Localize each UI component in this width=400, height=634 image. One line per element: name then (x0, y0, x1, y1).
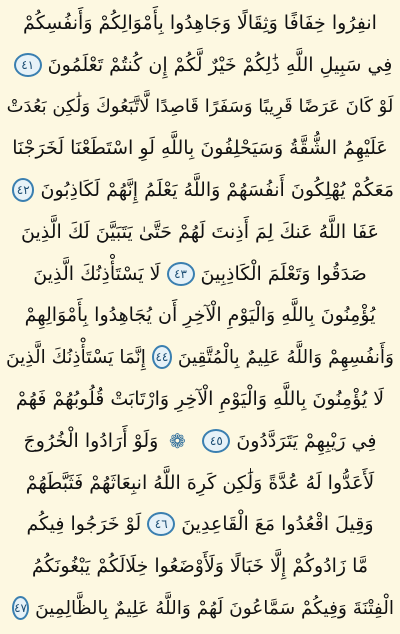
text-lines (6, 2, 394, 629)
ayah-text: إِنَّمَا يَسْتَأْذِنُكَ الَّذِينَ (6, 346, 146, 368)
ayah-text: مَّا زَادُوكُمْ إِلَّا خَبَالًا وَلَأَوْضَعُوا خِلَالَكُمْ يَبْغُونَكُمُ (31, 555, 369, 578)
text-line (6, 336, 394, 378)
ayah-text: عَفَا اللَّهُ عَنكَ لِمَ أَذِنتَ لَهُمْ حَتَّىٰ يَتَبَيَّنَ لَكَ الَّذِينَ (21, 220, 379, 243)
text-line (6, 420, 394, 462)
ayah-text: انفِرُوا خِفَافًا وَثِقَالًا وَجَاهِدُوا بِأَمْوَالِكُمْ وَأَنفُسِكُمْ (23, 11, 377, 34)
ayah-text: لَا يُؤْمِنُونَ بِاللَّهِ وَالْيَوْمِ الْآخِرِ وَارْتَابَتْ قُلُوبُهُمْ فَهُمْ (15, 388, 385, 411)
text-line (6, 169, 394, 211)
ayah-text: فِي رَيْبِهِمْ يَتَرَدَّدُونَ (236, 429, 377, 452)
text-line (6, 378, 394, 420)
ayah-text: لَا يَسْتَأْذِنُكَ الَّذِينَ (33, 262, 161, 285)
verse-end-medallion-icon: ٤٧ (12, 596, 29, 620)
ayah-text: لَأَعَدُّوا لَهُ عُدَّةً وَلَٰكِن كَرِهَ اللَّهُ انبِعَاثَهُمْ فَثَبَّطَهُمْ (25, 471, 375, 494)
verse-end-medallion-icon: ٤٥ (202, 429, 230, 453)
verse-end-medallion-icon: ٤٤ (152, 345, 172, 369)
verse-end-medallion-icon: ٤٢ (12, 178, 34, 202)
ayah-text: وَلَوْ أَرَادُوا الْخُرُوجَ (23, 429, 159, 452)
ayah-text: فِي سَبِيلِ اللَّهِ ذَٰلِكُمْ خَيْرٌ لَّكُمْ إِن كُنتُمْ تَعْلَمُونَ (47, 53, 393, 76)
text-line (6, 86, 394, 128)
text-line (6, 587, 394, 629)
text-line (6, 211, 394, 253)
text-line (6, 504, 394, 546)
verse-end-medallion-icon: ٤٣ (167, 262, 195, 286)
ayah-text: عَلَيْهِمُ الشُّقَّةُ وَسَيَحْلِفُونَ بِاللَّهِ لَوِ اسْتَطَعْنَا لَخَرَجْنَا (12, 137, 388, 160)
text-line (6, 462, 394, 504)
text-line (6, 44, 394, 86)
ayah-text: الْفِتْنَةَ وَفِيكُمْ سَمَّاعُونَ لَهُمْ وَاللَّهُ عَلِيمٌ بِالظَّالِمِينَ (35, 597, 394, 619)
ayah-text: صَدَقُوا وَتَعْلَمَ الْكَاذِبِينَ (200, 262, 367, 285)
ayah-text: وَأَنفُسِهِمْ وَاللَّهُ عَلِيمٌ بِالْمُتَّقِينَ (177, 346, 394, 368)
ayah-text: يُؤْمِنُونَ بِاللَّهِ وَالْيَوْمِ الْآخِرِ أَن يُجَاهِدُوا بِأَمْوَالِهِمْ (24, 304, 376, 327)
verse-end-medallion-icon: ٤٦ (147, 512, 175, 536)
ayah-text: وَقِيلَ اقْعُدُوا مَعَ الْقَاعِدِينَ (181, 513, 374, 536)
text-line (6, 127, 394, 169)
ayah-text: مَعَكُمْ يُهْلِكُونَ أَنفُسَهُمْ وَاللَّهُ يَعْلَمُ إِنَّهُمْ لَكَاذِبُونَ (40, 179, 394, 202)
text-line (6, 545, 394, 587)
rosette-icon: ❁ (168, 428, 186, 453)
ayah-text: لَوْ كَانَ عَرَضًا قَرِيبًا وَسَفَرًا قَاصِدًا لَّاتَّبَعُوكَ وَلَٰكِن بَعُدَتْ (6, 95, 394, 117)
text-line (6, 295, 394, 337)
verse-end-medallion-icon: ٤١ (14, 53, 42, 77)
ayah-text: لَوْ خَرَجُوا فِيكُم (26, 513, 142, 536)
text-line (6, 253, 394, 295)
text-line (6, 2, 394, 44)
